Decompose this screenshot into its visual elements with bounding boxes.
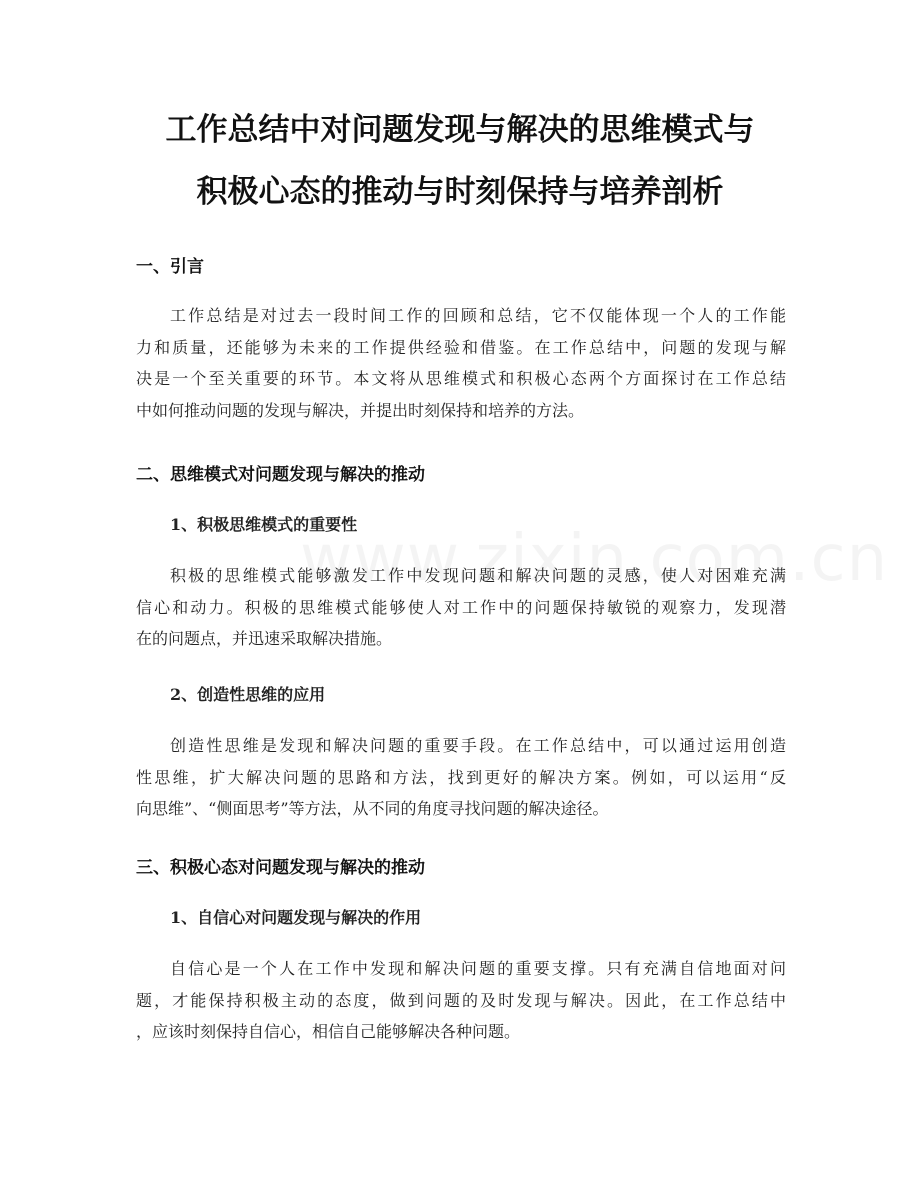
document-title-line-2: 积极心态的推动与时刻保持与培养剖析 [196, 174, 724, 210]
section-heading-thinking-mode: 二、思维模式对问题发现与解决的推动 [136, 465, 425, 485]
section-heading-positive-attitude: 三、积极心态对问题发现与解决的推动 [136, 858, 425, 878]
paragraph-line: 性思维，扩大解决问题的思路和方法，找到更好的解决方案。例如，可以运用“反 [136, 767, 786, 787]
paragraph-line: 工作总结是对过去一段时间工作的回顾和总结，它不仅能体现一个人的工作能 [170, 306, 786, 325]
positive-thinking-paragraph [136, 560, 786, 655]
paragraph-line: 力和质量，还能够为未来的工作提供经验和借鉴。在工作总结中，问题的发现与解 [136, 337, 786, 357]
paragraph-line: 自信心是一个人在工作中发现和解决问题的重要支撑。只有充满自信地面对问 [170, 959, 786, 978]
paragraph-line: 在的问题点，并迅速采取解决措施。 [136, 629, 393, 648]
paragraph-line: 中如何推动问题的发现与解决，并提出时刻保持和培养的方法。 [136, 400, 585, 420]
paragraph-line: ，应该时刻保持自信心，相信自己能够解决各种问题。 [136, 1022, 521, 1041]
subheading-self-confidence: 1、自信心对问题发现与解决的作用 [170, 908, 422, 927]
subheading-creative-thinking: 2、创造性思维的应用 [170, 685, 326, 704]
paragraph-line: 信心和动力。积极的思维模式能够使人对工作中的问题保持敏锐的观察力，发现潜 [136, 597, 786, 617]
paragraph-line: 题，才能保持积极主动的态度，做到问题的及时发现与解决。因此，在工作总结中 [136, 990, 786, 1010]
paragraph-line: 向思维”、“侧面思考”等方法，从不同的角度寻找问题的解决途径。 [136, 799, 609, 818]
self-confidence-paragraph [136, 953, 786, 1048]
creative-thinking-paragraph [136, 730, 786, 825]
document-title-line-1: 工作总结中对问题发现与解决的思维模式与 [165, 112, 755, 148]
paragraph-line: 决是一个至关重要的环节。本文将从思维模式和积极心态两个方面探讨在工作总结 [136, 369, 786, 388]
section-heading-introduction: 一、引言 [136, 257, 204, 277]
introduction-paragraph [136, 300, 786, 426]
subheading-positive-thinking: 1、积极思维模式的重要性 [170, 515, 358, 534]
paragraph-line: 创造性思维是发现和解决问题的重要手段。在工作总结中，可以通过运用创造 [170, 736, 786, 755]
paragraph-line: 积极的思维模式能够激发工作中发现问题和解决问题的灵感，使人对困难充满 [170, 566, 786, 585]
